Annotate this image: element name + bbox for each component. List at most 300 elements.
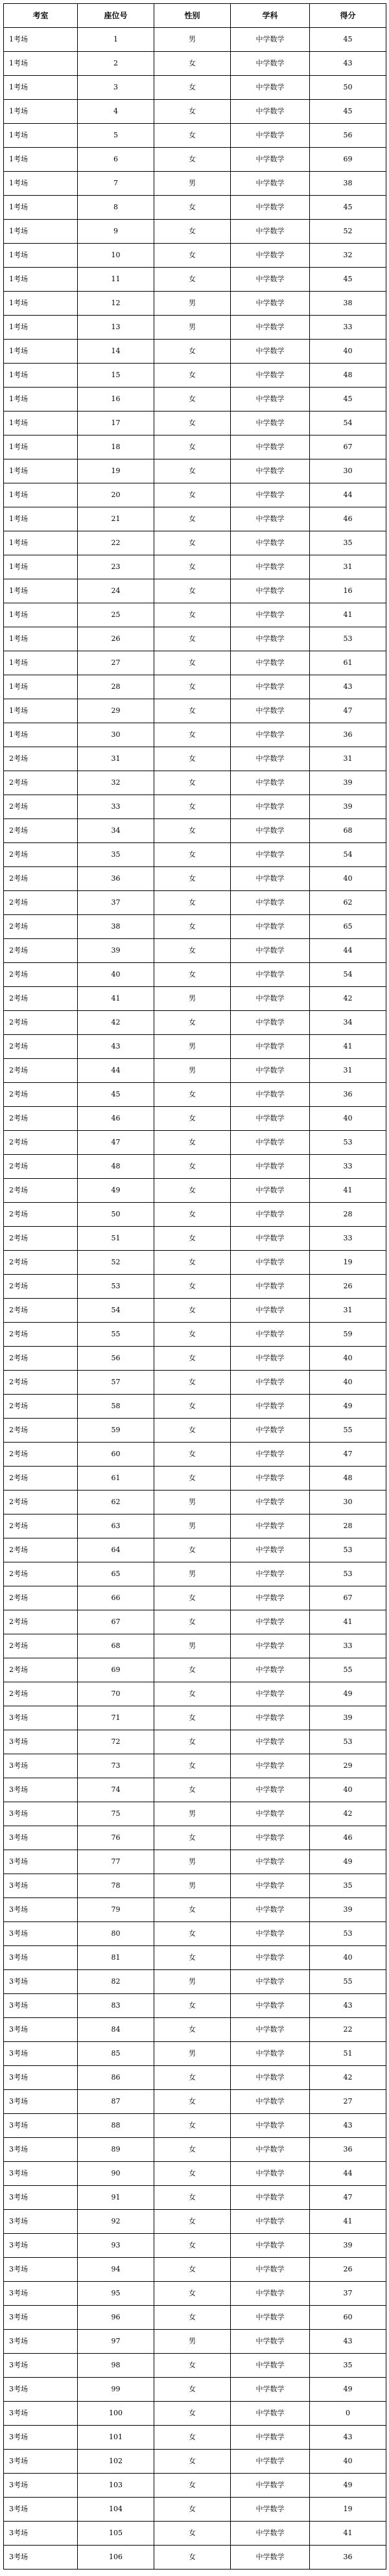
cell-gender: 女 <box>154 1131 231 1155</box>
cell-subject: 中学数学 <box>231 2546 310 2570</box>
cell-seat-number: 64 <box>78 1538 154 1562</box>
cell-score: 46 <box>310 507 386 531</box>
cell-exam-room: 3考场 <box>4 2522 78 2546</box>
cell-subject: 中学数学 <box>231 340 310 364</box>
table-row <box>4 1562 386 1586</box>
cell-subject: 中学数学 <box>231 963 310 987</box>
cell-subject: 中学数学 <box>231 627 310 651</box>
cell-seat-number: 82 <box>78 1970 154 1994</box>
cell-score: 55 <box>310 1658 386 1682</box>
cell-exam-room: 1考场 <box>4 627 78 651</box>
cell-subject: 中学数学 <box>231 1802 310 1826</box>
cell-subject: 中学数学 <box>231 507 310 531</box>
cell-score: 41 <box>310 603 386 627</box>
cell-seat-number: 97 <box>78 2330 154 2354</box>
cell-gender: 女 <box>154 459 231 483</box>
cell-seat-number: 90 <box>78 2162 154 2186</box>
cell-subject: 中学数学 <box>231 1059 310 1083</box>
cell-exam-room: 3考场 <box>4 2066 78 2090</box>
cell-exam-room: 3考场 <box>4 2306 78 2330</box>
cell-gender: 女 <box>154 268 231 292</box>
cell-subject: 中学数学 <box>231 196 310 220</box>
cell-gender: 女 <box>154 2210 231 2234</box>
cell-score: 40 <box>310 1778 386 1802</box>
cell-gender: 女 <box>154 1011 231 1035</box>
cell-subject: 中学数学 <box>231 244 310 268</box>
cell-seat-number: 16 <box>78 388 154 412</box>
cell-score: 38 <box>310 172 386 196</box>
cell-subject: 中学数学 <box>231 891 310 915</box>
cell-seat-number: 8 <box>78 196 154 220</box>
cell-score: 40 <box>310 1107 386 1131</box>
cell-seat-number: 15 <box>78 364 154 388</box>
cell-score: 43 <box>310 2114 386 2138</box>
cell-score: 40 <box>310 1371 386 1395</box>
table-row <box>4 2522 386 2546</box>
cell-gender: 女 <box>154 2450 231 2474</box>
cell-seat-number: 44 <box>78 1059 154 1083</box>
cell-score: 39 <box>310 1706 386 1730</box>
cell-exam-room: 2考场 <box>4 1035 78 1059</box>
cell-exam-room: 3考场 <box>4 2234 78 2258</box>
cell-gender: 女 <box>154 2498 231 2522</box>
cell-subject: 中学数学 <box>231 1898 310 1922</box>
table-row <box>4 819 386 843</box>
cell-seat-number: 23 <box>78 555 154 579</box>
table-row <box>4 172 386 196</box>
cell-seat-number: 14 <box>78 340 154 364</box>
cell-subject: 中学数学 <box>231 603 310 627</box>
cell-seat-number: 19 <box>78 459 154 483</box>
cell-gender: 女 <box>154 1754 231 1778</box>
cell-subject: 中学数学 <box>231 2498 310 2522</box>
cell-gender: 女 <box>154 1179 231 1203</box>
cell-gender: 女 <box>154 100 231 124</box>
table-row <box>4 1850 386 1874</box>
cell-score: 42 <box>310 2066 386 2090</box>
cell-score: 36 <box>310 723 386 747</box>
cell-gender: 女 <box>154 1994 231 2018</box>
table-row <box>4 1395 386 1419</box>
cell-gender: 男 <box>154 28 231 52</box>
cell-score: 33 <box>310 1155 386 1179</box>
cell-score: 32 <box>310 244 386 268</box>
table-row <box>4 388 386 412</box>
header-seat-number: 座位号 <box>78 4 154 28</box>
cell-subject: 中学数学 <box>231 2114 310 2138</box>
table-row <box>4 603 386 627</box>
cell-seat-number: 98 <box>78 2354 154 2378</box>
cell-seat-number: 72 <box>78 1730 154 1754</box>
cell-exam-room: 2考场 <box>4 987 78 1011</box>
cell-subject: 中学数学 <box>231 1011 310 1035</box>
cell-gender: 女 <box>154 963 231 987</box>
cell-gender: 女 <box>154 76 231 100</box>
cell-gender: 男 <box>154 1634 231 1658</box>
cell-gender: 女 <box>154 1323 231 1347</box>
cell-seat-number: 105 <box>78 2522 154 2546</box>
cell-exam-room: 1考场 <box>4 699 78 723</box>
cell-gender: 女 <box>154 675 231 699</box>
cell-seat-number: 92 <box>78 2210 154 2234</box>
cell-exam-room: 1考场 <box>4 76 78 100</box>
table-row <box>4 1131 386 1155</box>
cell-gender: 女 <box>154 1946 231 1970</box>
cell-subject: 中学数学 <box>231 1586 310 1610</box>
cell-exam-room: 2考场 <box>4 771 78 795</box>
cell-seat-number: 87 <box>78 2090 154 2114</box>
cell-seat-number: 48 <box>78 1155 154 1179</box>
cell-gender: 女 <box>154 1922 231 1946</box>
cell-exam-room: 2考场 <box>4 795 78 819</box>
cell-score: 60 <box>310 2306 386 2330</box>
cell-exam-room: 1考场 <box>4 579 78 603</box>
cell-exam-room: 3考场 <box>4 1706 78 1730</box>
cell-seat-number: 83 <box>78 1994 154 2018</box>
cell-subject: 中学数学 <box>231 675 310 699</box>
cell-score: 49 <box>310 1682 386 1706</box>
table-row <box>4 1107 386 1131</box>
cell-seat-number: 58 <box>78 1395 154 1419</box>
cell-subject: 中学数学 <box>231 579 310 603</box>
cell-subject: 中学数学 <box>231 52 310 76</box>
cell-seat-number: 4 <box>78 100 154 124</box>
cell-score: 28 <box>310 1203 386 1227</box>
cell-seat-number: 29 <box>78 699 154 723</box>
cell-seat-number: 43 <box>78 1035 154 1059</box>
cell-subject: 中学数学 <box>231 2090 310 2114</box>
cell-gender: 女 <box>154 2378 231 2402</box>
cell-gender: 女 <box>154 1251 231 1275</box>
cell-score: 33 <box>310 316 386 340</box>
table-row <box>4 1179 386 1203</box>
cell-gender: 女 <box>154 2306 231 2330</box>
cell-subject: 中学数学 <box>231 2282 310 2306</box>
cell-exam-room: 3考场 <box>4 1754 78 1778</box>
cell-gender: 女 <box>154 124 231 148</box>
cell-seat-number: 9 <box>78 220 154 244</box>
table-row <box>4 340 386 364</box>
cell-exam-room: 1考场 <box>4 292 78 316</box>
cell-subject: 中学数学 <box>231 1538 310 1562</box>
cell-seat-number: 31 <box>78 747 154 771</box>
table-row <box>4 2210 386 2234</box>
table-row <box>4 435 386 459</box>
cell-seat-number: 53 <box>78 1275 154 1299</box>
cell-subject: 中学数学 <box>231 2210 310 2234</box>
cell-exam-room: 3考场 <box>4 2138 78 2162</box>
cell-score: 42 <box>310 987 386 1011</box>
table-row <box>4 723 386 747</box>
cell-exam-room: 2考场 <box>4 1227 78 1251</box>
cell-subject: 中学数学 <box>231 1514 310 1538</box>
cell-score: 45 <box>310 196 386 220</box>
cell-seat-number: 74 <box>78 1778 154 1802</box>
cell-gender: 女 <box>154 412 231 435</box>
cell-seat-number: 49 <box>78 1179 154 1203</box>
cell-score: 47 <box>310 2186 386 2210</box>
cell-score: 41 <box>310 1610 386 1634</box>
table-row <box>4 1491 386 1514</box>
table-row <box>4 2402 386 2426</box>
cell-score: 26 <box>310 2258 386 2282</box>
cell-seat-number: 10 <box>78 244 154 268</box>
cell-score: 44 <box>310 939 386 963</box>
cell-gender: 男 <box>154 1035 231 1059</box>
cell-exam-room: 2考场 <box>4 867 78 891</box>
cell-subject: 中学数学 <box>231 2162 310 2186</box>
cell-exam-room: 3考场 <box>4 1778 78 1802</box>
cell-gender: 男 <box>154 316 231 340</box>
cell-exam-room: 1考场 <box>4 100 78 124</box>
cell-exam-room: 1考场 <box>4 124 78 148</box>
cell-exam-room: 2考场 <box>4 1059 78 1083</box>
cell-gender: 女 <box>154 1083 231 1107</box>
cell-subject: 中学数学 <box>231 1419 310 1443</box>
cell-exam-room: 1考场 <box>4 220 78 244</box>
cell-exam-room: 2考场 <box>4 1658 78 1682</box>
cell-subject: 中学数学 <box>231 483 310 507</box>
table-row <box>4 891 386 915</box>
table-row <box>4 1538 386 1562</box>
cell-subject: 中学数学 <box>231 531 310 555</box>
cell-score: 55 <box>310 1419 386 1443</box>
cell-subject: 中学数学 <box>231 1467 310 1491</box>
table-body <box>4 28 386 2570</box>
cell-subject: 中学数学 <box>231 771 310 795</box>
cell-seat-number: 102 <box>78 2450 154 2474</box>
cell-seat-number: 86 <box>78 2066 154 2090</box>
table-row <box>4 1682 386 1706</box>
cell-subject: 中学数学 <box>231 2426 310 2450</box>
cell-seat-number: 46 <box>78 1107 154 1131</box>
cell-gender: 女 <box>154 196 231 220</box>
cell-score: 44 <box>310 2162 386 2186</box>
cell-score: 61 <box>310 651 386 675</box>
cell-gender: 女 <box>154 1706 231 1730</box>
cell-gender: 女 <box>154 2282 231 2306</box>
cell-seat-number: 78 <box>78 1874 154 1898</box>
cell-subject: 中学数学 <box>231 459 310 483</box>
cell-subject: 中学数学 <box>231 1682 310 1706</box>
table-row <box>4 1347 386 1371</box>
table-row <box>4 2042 386 2066</box>
cell-score: 29 <box>310 1754 386 1778</box>
cell-exam-room: 2考场 <box>4 1179 78 1203</box>
cell-exam-room: 2考场 <box>4 1371 78 1395</box>
cell-gender: 女 <box>154 340 231 364</box>
cell-seat-number: 60 <box>78 1443 154 1467</box>
cell-subject: 中学数学 <box>231 699 310 723</box>
cell-gender: 女 <box>154 148 231 172</box>
table-row <box>4 1658 386 1682</box>
cell-gender: 女 <box>154 939 231 963</box>
cell-gender: 女 <box>154 52 231 76</box>
cell-score: 69 <box>310 148 386 172</box>
cell-subject: 中学数学 <box>231 867 310 891</box>
cell-subject: 中学数学 <box>231 2186 310 2210</box>
cell-exam-room: 3考场 <box>4 1850 78 1874</box>
cell-subject: 中学数学 <box>231 1658 310 1682</box>
table-row <box>4 531 386 555</box>
cell-subject: 中学数学 <box>231 1443 310 1467</box>
table-row <box>4 1610 386 1634</box>
cell-seat-number: 17 <box>78 412 154 435</box>
cell-score: 48 <box>310 364 386 388</box>
table-row <box>4 2330 386 2354</box>
cell-subject: 中学数学 <box>231 2042 310 2066</box>
cell-seat-number: 42 <box>78 1011 154 1035</box>
cell-gender: 男 <box>154 1059 231 1083</box>
cell-exam-room: 2考场 <box>4 915 78 939</box>
cell-score: 47 <box>310 699 386 723</box>
cell-gender: 女 <box>154 1443 231 1467</box>
cell-gender: 女 <box>154 891 231 915</box>
cell-score: 52 <box>310 220 386 244</box>
cell-subject: 中学数学 <box>231 1946 310 1970</box>
cell-seat-number: 77 <box>78 1850 154 1874</box>
cell-subject: 中学数学 <box>231 1634 310 1658</box>
cell-score: 40 <box>310 340 386 364</box>
cell-exam-room: 3考场 <box>4 1946 78 1970</box>
cell-gender: 女 <box>154 2066 231 2090</box>
cell-seat-number: 54 <box>78 1299 154 1323</box>
table-row <box>4 100 386 124</box>
table-row <box>4 364 386 388</box>
cell-score: 19 <box>310 2498 386 2522</box>
cell-seat-number: 91 <box>78 2186 154 2210</box>
cell-seat-number: 51 <box>78 1227 154 1251</box>
cell-gender: 女 <box>154 2354 231 2378</box>
cell-score: 33 <box>310 1634 386 1658</box>
cell-exam-room: 2考场 <box>4 1131 78 1155</box>
header-row <box>4 4 386 28</box>
cell-seat-number: 56 <box>78 1347 154 1371</box>
cell-score: 62 <box>310 891 386 915</box>
cell-exam-room: 1考场 <box>4 196 78 220</box>
cell-exam-room: 3考场 <box>4 1802 78 1826</box>
cell-score: 41 <box>310 1035 386 1059</box>
cell-exam-room: 1考场 <box>4 507 78 531</box>
cell-exam-room: 2考场 <box>4 1011 78 1035</box>
cell-gender: 女 <box>154 1610 231 1634</box>
table-row <box>4 1802 386 1826</box>
cell-gender: 女 <box>154 1395 231 1419</box>
table-row <box>4 459 386 483</box>
cell-seat-number: 103 <box>78 2474 154 2498</box>
cell-score: 54 <box>310 963 386 987</box>
cell-exam-room: 2考场 <box>4 1610 78 1634</box>
cell-subject: 中学数学 <box>231 28 310 52</box>
cell-gender: 女 <box>154 2090 231 2114</box>
cell-subject: 中学数学 <box>231 1107 310 1131</box>
table-row <box>4 124 386 148</box>
cell-gender: 女 <box>154 2162 231 2186</box>
cell-exam-room: 2考场 <box>4 1083 78 1107</box>
table-row <box>4 244 386 268</box>
header-gender: 性别 <box>154 4 231 28</box>
table-row <box>4 196 386 220</box>
cell-subject: 中学数学 <box>231 1155 310 1179</box>
table-row <box>4 1011 386 1035</box>
cell-exam-room: 2考场 <box>4 1203 78 1227</box>
cell-exam-room: 1考场 <box>4 483 78 507</box>
cell-score: 36 <box>310 2138 386 2162</box>
cell-seat-number: 63 <box>78 1514 154 1538</box>
cell-gender: 女 <box>154 915 231 939</box>
cell-gender: 女 <box>154 507 231 531</box>
cell-gender: 女 <box>154 2258 231 2282</box>
cell-gender: 女 <box>154 1682 231 1706</box>
cell-gender: 女 <box>154 435 231 459</box>
table-row <box>4 1203 386 1227</box>
cell-seat-number: 26 <box>78 627 154 651</box>
table-row <box>4 2138 386 2162</box>
table-row <box>4 747 386 771</box>
cell-gender: 女 <box>154 1826 231 1850</box>
cell-score: 46 <box>310 1826 386 1850</box>
cell-gender: 女 <box>154 627 231 651</box>
cell-score: 49 <box>310 1395 386 1419</box>
cell-exam-room: 1考场 <box>4 435 78 459</box>
table-row <box>4 2546 386 2570</box>
cell-gender: 女 <box>154 747 231 771</box>
table-row <box>4 1083 386 1107</box>
table-row <box>4 1419 386 1443</box>
cell-exam-room: 3考场 <box>4 2258 78 2282</box>
cell-subject: 中学数学 <box>231 2330 310 2354</box>
cell-subject: 中学数学 <box>231 316 310 340</box>
cell-gender: 男 <box>154 1850 231 1874</box>
cell-score: 43 <box>310 1994 386 2018</box>
cell-seat-number: 96 <box>78 2306 154 2330</box>
cell-gender: 女 <box>154 867 231 891</box>
cell-gender: 男 <box>154 1491 231 1514</box>
cell-score: 31 <box>310 747 386 771</box>
cell-score: 35 <box>310 1874 386 1898</box>
cell-score: 26 <box>310 1275 386 1299</box>
cell-score: 49 <box>310 2474 386 2498</box>
cell-exam-room: 2考场 <box>4 1682 78 1706</box>
cell-seat-number: 36 <box>78 867 154 891</box>
table-row <box>4 1467 386 1491</box>
cell-score: 47 <box>310 1443 386 1467</box>
cell-exam-room: 2考场 <box>4 1395 78 1419</box>
cell-exam-room: 2考场 <box>4 1634 78 1658</box>
cell-subject: 中学数学 <box>231 747 310 771</box>
cell-score: 50 <box>310 76 386 100</box>
cell-exam-room: 1考场 <box>4 459 78 483</box>
cell-exam-room: 3考场 <box>4 2378 78 2402</box>
cell-subject: 中学数学 <box>231 1299 310 1323</box>
cell-gender: 女 <box>154 723 231 747</box>
cell-subject: 中学数学 <box>231 987 310 1011</box>
cell-subject: 中学数学 <box>231 1970 310 1994</box>
table-row <box>4 2186 386 2210</box>
cell-gender: 男 <box>154 2330 231 2354</box>
cell-score: 51 <box>310 2042 386 2066</box>
cell-score: 31 <box>310 1059 386 1083</box>
table-row <box>4 76 386 100</box>
cell-subject: 中学数学 <box>231 1323 310 1347</box>
table-row <box>4 2258 386 2282</box>
cell-subject: 中学数学 <box>231 1251 310 1275</box>
cell-gender: 女 <box>154 555 231 579</box>
cell-seat-number: 37 <box>78 891 154 915</box>
cell-exam-room: 2考场 <box>4 1323 78 1347</box>
table-row <box>4 651 386 675</box>
cell-seat-number: 100 <box>78 2402 154 2426</box>
